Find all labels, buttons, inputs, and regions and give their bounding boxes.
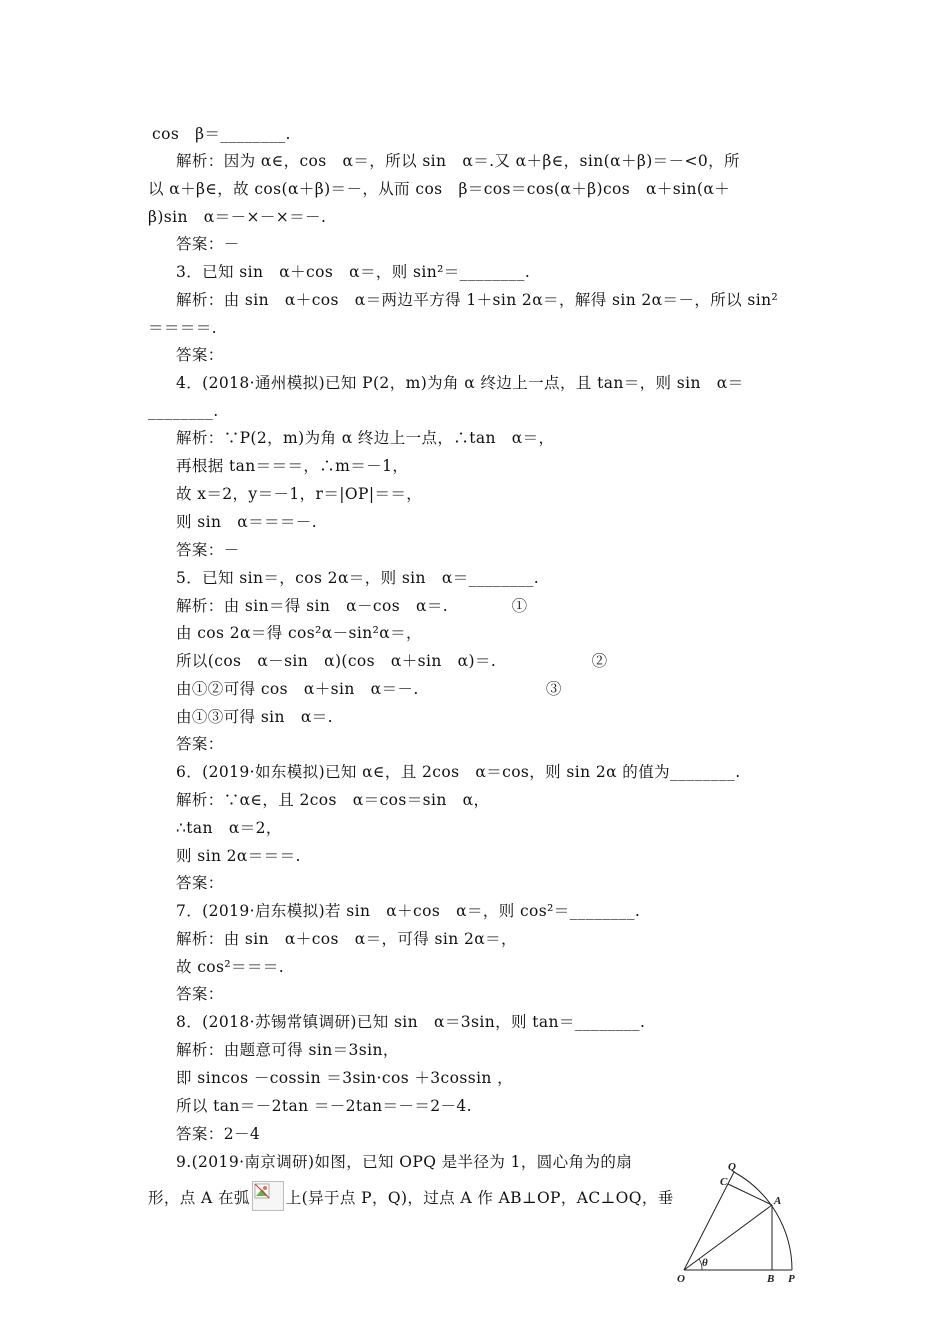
label-c: C bbox=[720, 1176, 728, 1188]
text-line: 答案：－ bbox=[176, 541, 240, 559]
text-line: 答案： bbox=[176, 346, 224, 364]
text-line: 则 sin α＝＝＝－. bbox=[176, 513, 318, 531]
text-line: 8．(2018·苏锡常镇调研)已知 sin α＝3sin，则 tan＝________. bbox=[176, 1013, 646, 1031]
text-line: 解析：由 sin α＋cos α＝，可得 sin 2α＝， bbox=[176, 930, 517, 948]
text-line: 答案： bbox=[176, 735, 224, 753]
label-theta: θ bbox=[702, 1257, 708, 1269]
label-p: P bbox=[788, 1273, 795, 1285]
text-line: 以 α＋β∈，故 cos(α＋β)＝－，从而 cos β＝cos＝cos(α＋β)cos α＋sin(α＋ bbox=[148, 180, 731, 198]
text-line: 则 sin 2α＝＝＝. bbox=[176, 847, 301, 865]
label-q: Q bbox=[728, 1161, 736, 1173]
text-line: 所以(cos α－sin α)(cos α＋sin α)＝. ② bbox=[176, 652, 608, 670]
broken-image-icon bbox=[252, 1181, 284, 1211]
segment-ac bbox=[728, 1184, 772, 1205]
segment-oa bbox=[684, 1205, 772, 1270]
text-line: 5．已知 sin＝，cos 2α＝，则 sin α＝________. bbox=[176, 569, 540, 587]
text-line: 所以 tan＝－2tan ＝－2tan＝－＝2－4. bbox=[176, 1097, 472, 1115]
text-segment: 形，点 A 在弧 bbox=[148, 1189, 250, 1207]
label-o: O bbox=[677, 1273, 685, 1285]
text-line: 4．(2018·通州模拟)已知 P(2，m)为角 α 终边上一点，且 tan＝，则 sin α＝ bbox=[176, 374, 744, 392]
text-line: 解析：∵P(2，m)为角 α 终边上一点，∴tan α＝， bbox=[176, 429, 555, 447]
text-line: 答案： bbox=[176, 985, 224, 1003]
text-line bbox=[148, 1184, 674, 1214]
text-line: 解析：由 sin α＋cos α＝两边平方得 1＋sin 2α＝，解得 sin 2α＝－，所以 sin² bbox=[176, 291, 779, 309]
text-line: 故 x＝2，y＝－1，r＝|OP|＝＝， bbox=[176, 485, 423, 503]
text-segment: 上(异于点 P，Q)，过点 A 作 AB⊥OP，AC⊥OQ，垂 bbox=[285, 1189, 674, 1207]
text-line: 答案：2－4 bbox=[176, 1125, 261, 1143]
text-line: ∴tan α＝2， bbox=[176, 819, 282, 837]
text-line: 由①③可得 sin α＝. bbox=[176, 708, 333, 726]
text-line: ________. bbox=[148, 402, 219, 420]
label-b: B bbox=[767, 1273, 775, 1285]
text-line: 解析：∵α∈，且 2cos α＝cos＝sin α， bbox=[176, 791, 490, 809]
text-line: 即 sincos －cossin ＝3sin·cos ＋3cossin ， bbox=[176, 1069, 514, 1087]
text-line: 答案： bbox=[176, 874, 224, 892]
text-line: 解析：由题意可得 sin＝3sin， bbox=[176, 1041, 399, 1059]
text-line: 解析：因为 α∈，cos α＝，所以 sin α＝.又 α＋β∈，sin(α＋β)＝－<0，所 bbox=[176, 152, 740, 170]
text-line: 再根据 tan＝＝＝，∴m＝－1， bbox=[176, 457, 409, 475]
label-a: A bbox=[774, 1195, 782, 1207]
text-line: ＝＝＝＝. bbox=[148, 319, 217, 337]
text-line: 6．(2019·如东模拟)已知 α∈，且 2cos α＝cos，则 sin 2α 的值为________. bbox=[176, 763, 741, 781]
text-line: β)sin α＝－×－×＝－. bbox=[148, 208, 327, 226]
text-line: 7．(2019·启东模拟)若 sin α＋cos α＝，则 cos²＝________. bbox=[176, 902, 641, 920]
text-line: 故 cos²＝＝＝. bbox=[176, 958, 285, 976]
text-line: 3．已知 sin α＋cos α＝，则 sin²＝________. bbox=[176, 263, 531, 281]
sector-figure bbox=[676, 1160, 826, 1285]
arc-pq bbox=[734, 1172, 792, 1270]
text-line: 由①②可得 cos α＋sin α＝－. ③ bbox=[176, 680, 562, 698]
text-line: 解析：由 sin＝得 sin α－cos α＝. ① bbox=[176, 597, 528, 615]
text-line: 9.(2019·南京调研)如图，已知 OPQ 是半径为 1，圆心角为的扇 bbox=[176, 1153, 633, 1171]
text-line: 由 cos 2α＝得 cos²α－sin²α＝， bbox=[176, 624, 422, 642]
text-line: 答案：－ bbox=[176, 235, 240, 253]
text-line: cos β＝________. bbox=[152, 125, 291, 143]
